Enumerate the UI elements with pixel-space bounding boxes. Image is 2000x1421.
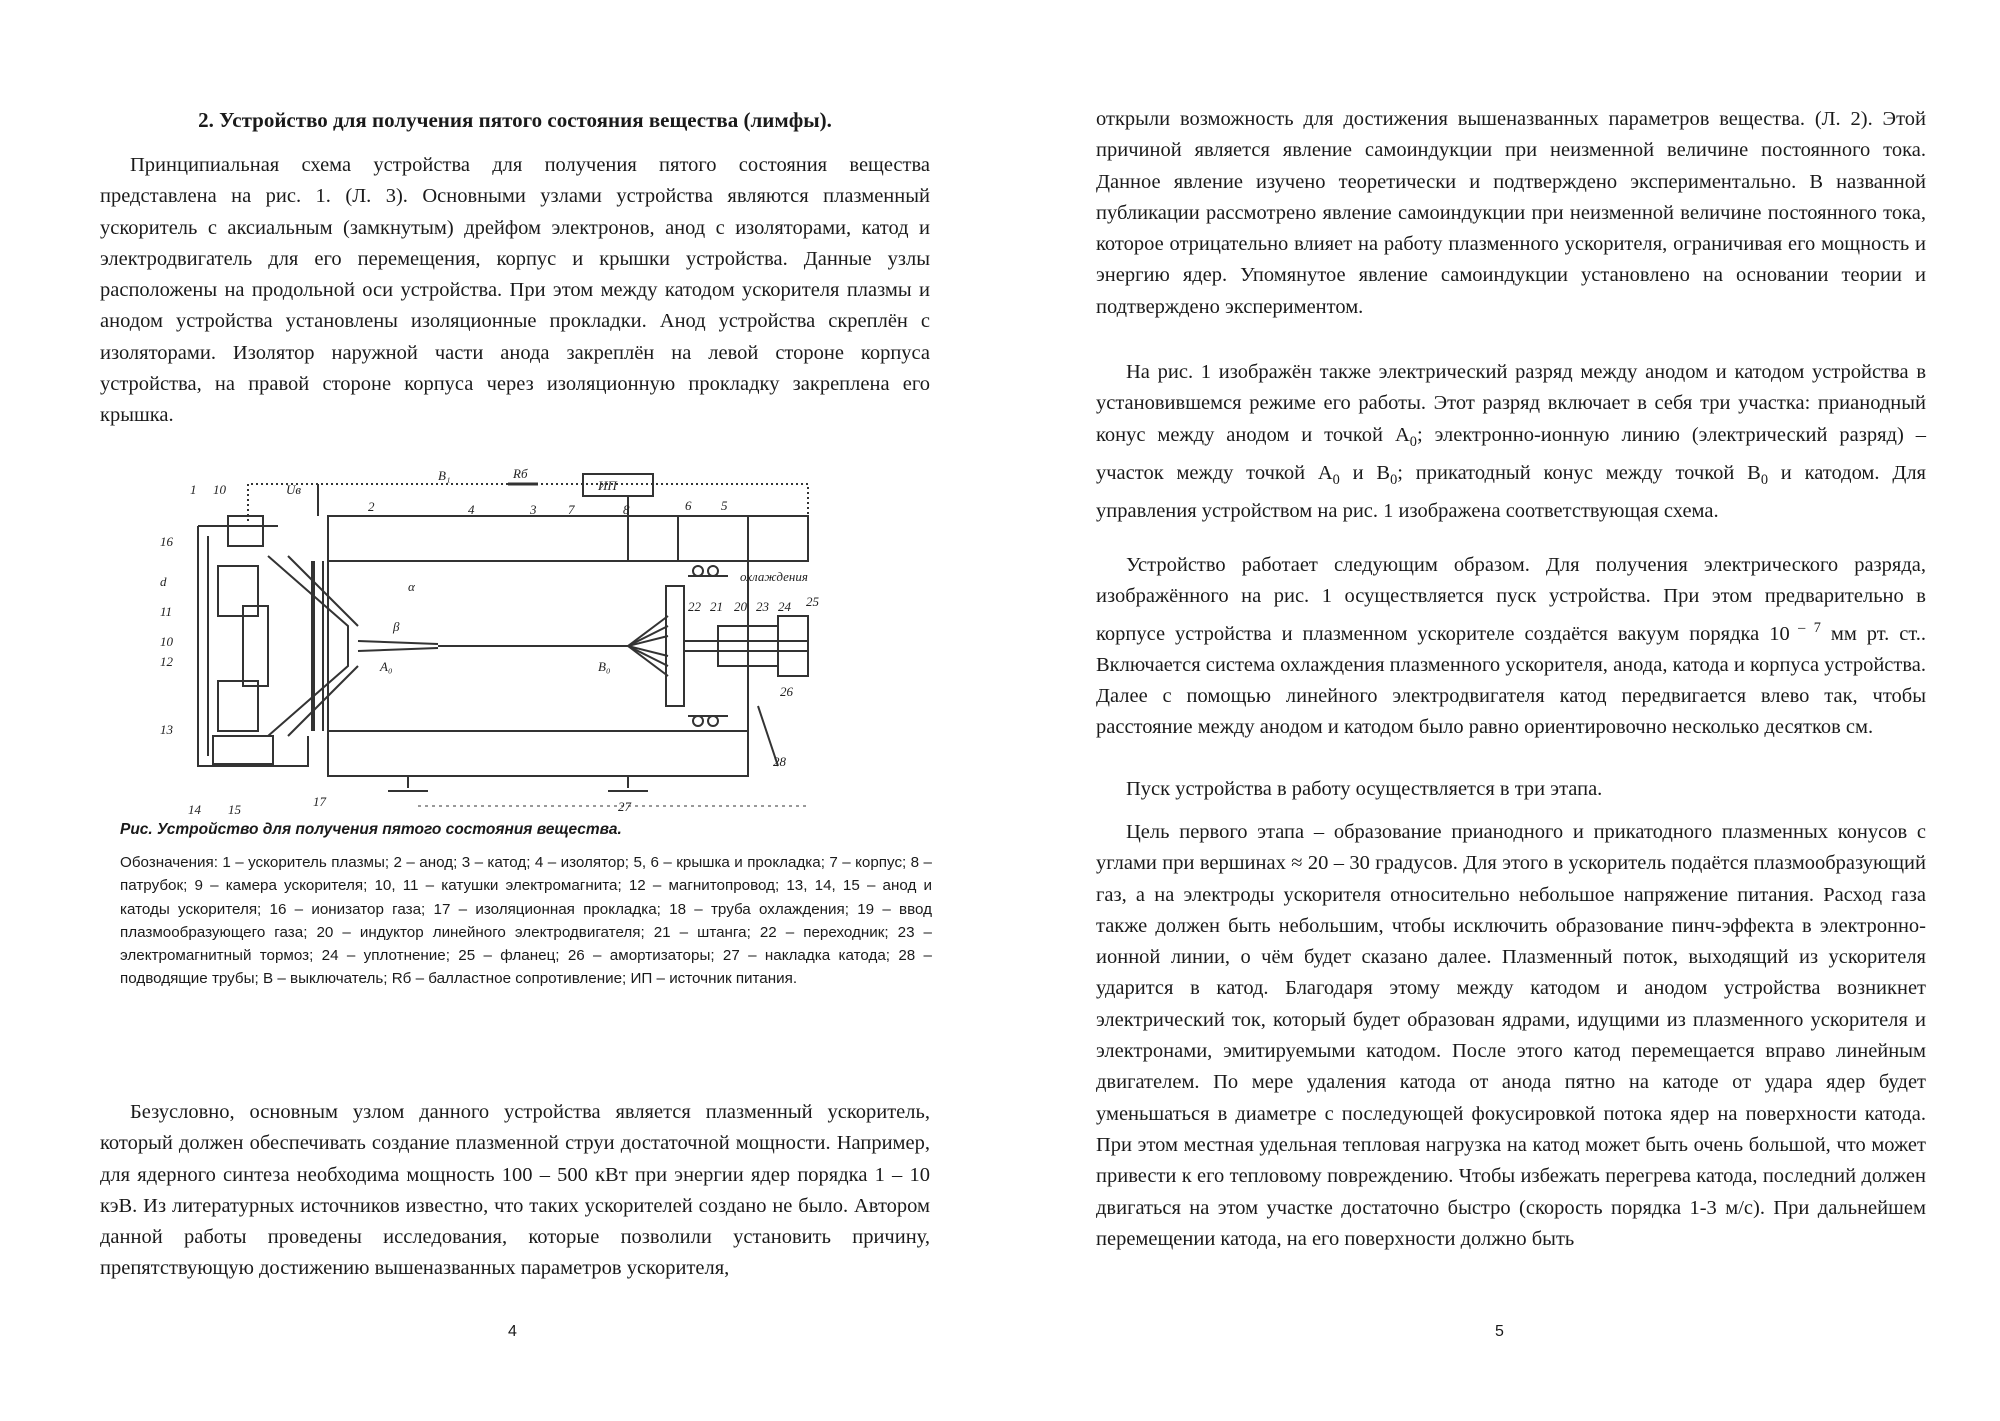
fig-label-25: 25 <box>806 594 819 609</box>
fig-label-8: 8 <box>623 502 630 517</box>
fig-label-17: 17 <box>313 794 326 809</box>
right-paragraph-5: Цель первого этапа – образование прианодного и прикатодного плазменных конусов с углами при вершинах ≈ 20 – 30 градусов. Для этого в ускоритель подаётся плазмообразующий газ, а на электроды ускорителя относительно небольшое напряжение питания. Расход газа также должен быть небольшим, чтобы исключить образование пинч-эффекта в электронно-ионной линии, о чём будет сказано далее. Плазменный поток, выходящий из ускорителя ударится в катод. Благодаря этому между катодом и анодом устройства возникнет электрический ток, который будет образован ядрами, идущими из плазменного ускорителя и электронами, эмитируемыми катодом. После этого катод перемещается вправо линейным двигателем. По мере удаления катода от анода пятно на катоде от удара ядер будет уменьшаться в диаметре с последующей фокусировкой потока ядер на поверхности катода. При этом местная удельная тепловая нагрузка на катод может быть очень большой, что может привести к его тепловому повреждению. Чтобы избежать перегрева катода, последний должен двигаться на этом участке достаточно быстро (скорость порядка 1-3 м/с). При дальнейшем перемещении катода, на его поверхности должно быть <box>1096 821 1926 1250</box>
right-paragraph-4: Пуск устройства в работу осуществляется в три этапа. <box>1126 778 1603 800</box>
fig-label-b0: B₀ <box>598 659 611 674</box>
page-number-left: 4 <box>508 1323 517 1340</box>
fig-label-28: 28 <box>773 754 786 769</box>
fig-label-cooling: охлаждения <box>740 569 808 584</box>
fig-label-14: 14 <box>188 802 201 817</box>
fig-label-7: 7 <box>568 502 575 517</box>
fig-label-10: 10 <box>213 482 226 497</box>
fig-label-12: 12 <box>160 654 173 669</box>
right-page <box>1000 0 2000 1421</box>
section-heading: 2. Устройство для получения пятого состояния вещества (лимфы). <box>198 108 832 132</box>
fig-label-16: 16 <box>160 534 173 549</box>
device-figure <box>158 466 858 826</box>
fig-label-4: 4 <box>468 502 475 517</box>
right-paragraph-3: Устройство работает следующим образом. Для получения электрического разряда, изображённого на рис. 1 осуществляется пуск устройства. При этом предварительно в корпусе устройства и плазменном ускорителе создаётся вакуум порядка 10 $^{- 7}$ мм рт. ст.. Включается система охлаждения плазменного ускорителя, анода, катода и корпуса устройства. Далее с помощью линейного электродвигателя катод передвигается влево так, чтобы расстояние между анодом и катодом было равно ориентировочно несколько десятков см. <box>1096 554 1927 739</box>
left-paragraph-2: Безусловно, основным узлом данного устройства является плазменный ускоритель, который должен обеспечивать создание плазменной струи достаточной мощности. Например, для ядерного синтеза необходима мощность 100 – 500 кВт при энергии ядер порядка 1 – 10 кэВ. Из литературных источников известно, что таких ускорителей создано не было. Автором данной работы проведены исследования, которые позволили установить причину, препятствующую достижению вышеназванных параметров ускорителя, <box>100 1101 930 1280</box>
page-number-right: 5 <box>1495 1323 1504 1340</box>
fig-label-15: 15 <box>228 802 241 817</box>
fig-label-3: 3 <box>530 502 537 517</box>
left-paragraph-1: Принципиальная схема устройства для получения пятого состояния вещества представлена на рис. 1. (Л. 3). Основными узлами устройства являются плазменный ускоритель с аксиальным (замкнутым) дрейфом электронов, анод с изоляторами, катод и электродвигатель для его перемещения, корпус и крышки устройства. Данные узлы расположены на продольной оси устройства. При этом между катодом ускорителя плазмы и анодом устройства установлены изоляционные прокладки. Анод устройства скреплён с изоляторами. Изолятор наружной части анода закреплён на левой стороне корпуса устройства, на правой стороне корпуса через изоляционную прокладку закреплена его крышка. <box>100 154 930 427</box>
fig-label-2: 2 <box>368 499 375 514</box>
fig-label-20: 20 <box>734 599 747 614</box>
right-paragraph-1: открыли возможность для достижения вышеназванных параметров вещества. (Л. 2). Этой причиной является явление самоиндукции при неизменной величине постоянного тока. Данное явление изучено теоретически и подтверждено экспериментально. В названной публикации рассмотрено явление самоиндукции при неизменной величине постоянного тока, которое отрицательно влияет на работу плазменного ускорителя, ограничивая его мощность и энергию ядер. Упомянутое явление самоиндукции установлено на основании теории и подтверждено экспериментом. <box>1096 108 1926 318</box>
fig-label-d: d <box>160 574 167 589</box>
figure-caption-legend: Обозначения: 1 – ускоритель плазмы; 2 – анод; 3 – катод; 4 – изолятор; 5, 6 – крышка и прокладка; 7 – корпус; 8 – патрубок; 9 – камера ускорителя; 10, 11 – катушки электромагнита; 12 – магнитопровод; 13, 14, 15 – анод и катоды ускорителя; 16 – ионизатор газа; 17 – изоляционная прокладка; 18 – труба охлаждения; 19 – ввод плазмообразующего газа; 20 – индуктор линейного электродвигателя; 21 – штанга; 22 – переходник; 23 – электромагнитный тормоз; 24 – уплотнение; 25 – фланец; 26 – амортизаторы; 27 – накладка катода; 28 – подводящие трубы; В – выключатель; Rб – балластное сопротивление; ИП – источник питания. <box>120 854 932 988</box>
fig-label-22: 22 <box>688 599 701 614</box>
fig-label-13: 13 <box>160 722 173 737</box>
fig-label-11: 11 <box>160 604 173 619</box>
fig-label-10b: 10 <box>160 634 173 649</box>
fig-label-1: 1 <box>190 482 197 497</box>
fig-label-a0: A₀ <box>380 659 393 674</box>
fig-label-b1: B₁ <box>438 468 451 483</box>
right-paragraph-2: На рис. 1 изображён также электрический разряд между анодом и катодом устройства в установившемся режиме его работы. Этот разряд включает в себя три участка: прианодный конус между анодом и точкой $A_0$; электронно-ионную линию (электрический разряд) – участок между точкой $A_0$ и $B_0$; прикатодный конус между точкой $B_0$ и катодом. Для управления устройством на рис. 1 изображена соответствующая схема. <box>1096 361 1927 523</box>
fig-label-23: 23 <box>756 599 769 614</box>
fig-label-alpha: α <box>408 579 415 594</box>
fig-label-21: 21 <box>710 599 723 614</box>
fig-label-beta: β <box>393 619 400 634</box>
fig-label-24: 24 <box>778 599 791 614</box>
figure-caption-title: Рис. Устройство для получения пятого состояния вещества. <box>120 821 622 838</box>
fig-label-6: 6 <box>685 498 692 513</box>
fig-label-ip: ИП <box>598 478 617 493</box>
fig-label-rb: Rб <box>513 466 528 481</box>
fig-label-26: 26 <box>780 684 793 699</box>
fig-label-5: 5 <box>721 498 728 513</box>
fig-label-27: 27 <box>618 799 631 814</box>
fig-label-u: Uв <box>286 482 302 497</box>
